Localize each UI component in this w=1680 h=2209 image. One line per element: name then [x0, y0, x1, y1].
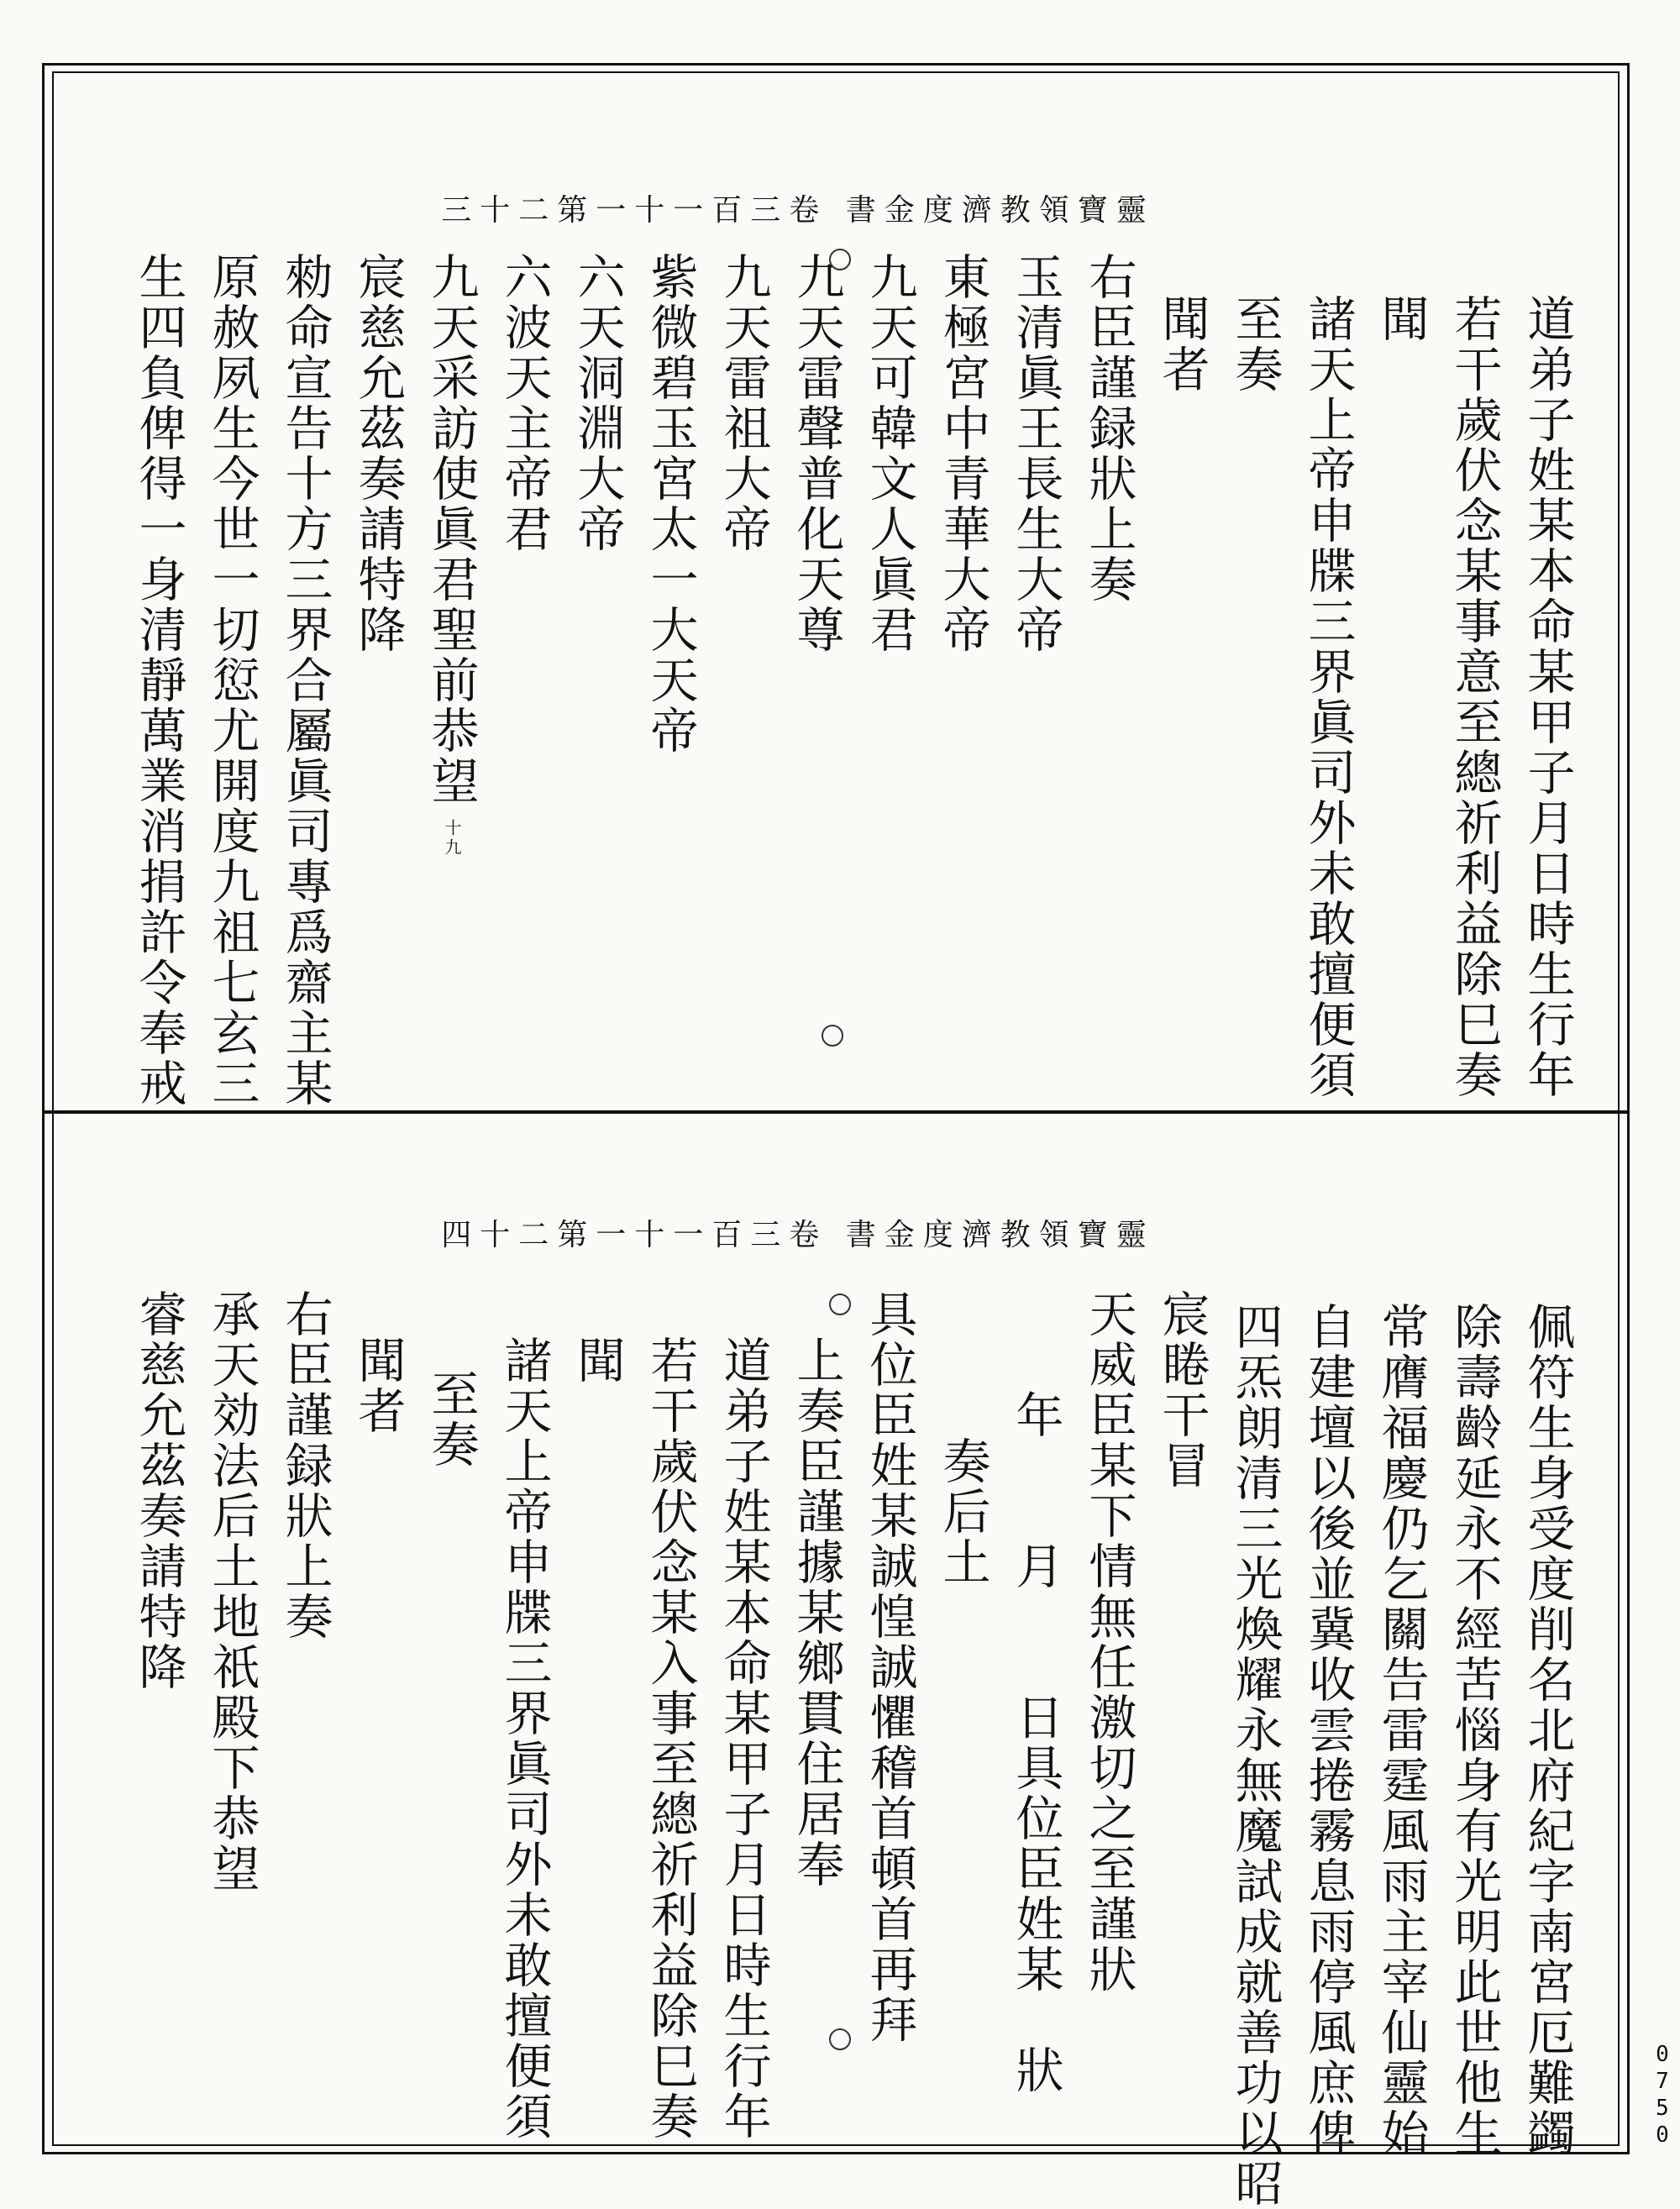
top-column-20: 生四負俾得一身清靜萬業消捐許令奉戒	[131, 252, 186, 1109]
top-column-11: 九天雷聲普化天尊	[789, 252, 844, 655]
bottom-column-17: 聞者	[350, 1335, 406, 1436]
bottom-column-18: 右臣謹録狀上奏	[277, 1289, 333, 1642]
top-column-13: 紫微碧玉宮太一大天帝	[643, 252, 698, 756]
top-column-17: 宸慈允茲奏請特降	[350, 252, 406, 655]
top-column-16: 九天采訪使眞君聖前恭望	[423, 252, 479, 806]
top-column-9: 東極宮中青華大帝	[935, 252, 990, 655]
top-column-15: 六波天主帝君	[496, 252, 552, 554]
top-column-5: 至奏	[1227, 294, 1283, 395]
bottom-column-3: 常膺福慶仍乞關告雷霆風雨主宰仙靈始	[1373, 1302, 1429, 2159]
bottom-column-7: 天威臣某下情無任激切之至謹狀	[1081, 1289, 1137, 1995]
top-folio-number: 十九	[442, 819, 462, 858]
bottom-column-8: 年 月 日具位臣姓某 狀	[1008, 1390, 1063, 2096]
registration-circle-2	[822, 1025, 843, 1047]
top-column-19: 原赦夙生今世一切愆尤開度九祖七玄三	[204, 252, 260, 1109]
bottom-column-9: 奏后土	[935, 1436, 990, 1587]
top-column-2: 若干歲伏念某事意至總祈利益除巳奏	[1446, 294, 1502, 1100]
bottom-column-5: 四炁朗清三光煥耀永無魔試成就善功以昭	[1227, 1302, 1283, 2209]
top-column-4: 諸天上帝申牒三界眞司外未敢擅便須	[1300, 294, 1356, 1100]
bottom-column-19: 承天効法后土地祇殿下恭望	[204, 1289, 260, 1894]
registration-circle-3	[829, 1293, 851, 1315]
bottom-column-15: 諸天上帝申牒三界眞司外未敢擅便須	[496, 1335, 552, 2142]
top-column-12: 九天雷祖大帝	[716, 252, 771, 554]
top-column-6: 聞者	[1154, 294, 1210, 395]
bottom-column-4: 自建壇以後並冀收雲捲霧息雨停風庶俾	[1300, 1302, 1356, 2159]
top-column-18: 勑命宣告十方三界合屬眞司專爲齋主某	[277, 252, 333, 1109]
bottom-column-1: 佩符生身受度削名北府紀字南宮厄難蠲	[1520, 1302, 1575, 2159]
bottom-column-2: 除壽齡延永不經苦惱身有光明此世他生	[1446, 1302, 1502, 2159]
bottom-column-6: 宸睠干冒	[1154, 1289, 1210, 1491]
top-column-14: 六天洞淵大帝	[570, 252, 625, 554]
top-column-10: 九天可韓文人眞君	[862, 252, 917, 655]
top-column-1: 道弟子姓某本命某甲子月日時生行年	[1520, 294, 1575, 1100]
top-column-8: 玉清眞王長生大帝	[1008, 252, 1063, 655]
bottom-column-13: 若干歲伏念某入事至總祈利益除巳奏	[643, 1335, 698, 2142]
bottom-column-12: 道弟子姓某本命某甲子月日時生行年	[716, 1335, 771, 2142]
bottom-column-10: 具位臣姓某誠惶誠懼稽首頓首再拜	[862, 1289, 917, 2045]
bottom-column-14: 聞	[570, 1335, 625, 1386]
registration-circle-4	[829, 2028, 851, 2050]
half-divider	[42, 1110, 1630, 1114]
top-running-header: 靈寶領教濟度金書 卷三百一十一第二十三	[441, 193, 1155, 228]
bottom-column-20: 睿慈允茲奏請特降	[131, 1289, 186, 1692]
top-column-7: 右臣謹録狀上奏	[1081, 252, 1137, 605]
bottom-running-header: 靈寶領教濟度金書 卷三百一十一第二十四	[441, 1218, 1155, 1252]
top-column-3: 聞	[1373, 294, 1429, 344]
bottom-column-11: 上奏臣謹據某鄉貫住居奉	[789, 1335, 844, 1890]
page-number: 0750	[1650, 2042, 1675, 2149]
registration-circle-1	[829, 249, 851, 270]
bottom-column-16: 至奏	[423, 1369, 479, 1470]
